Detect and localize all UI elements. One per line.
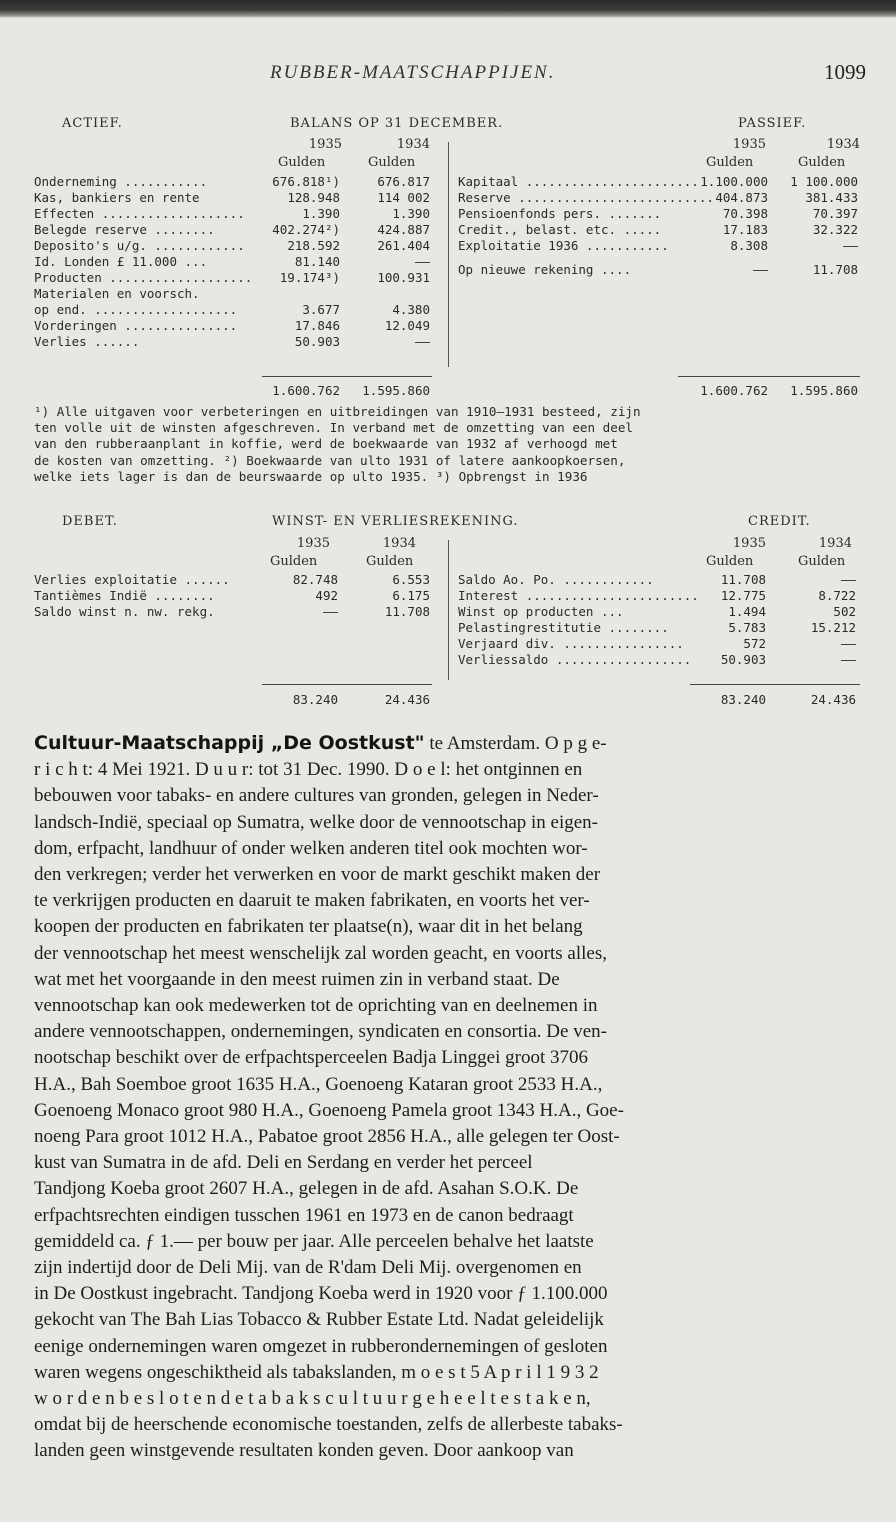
asset-value-1934: —— — [414, 334, 430, 349]
asset-label: Onderneming ........... — [34, 174, 208, 189]
credit-value-1934: 8.722 — [818, 588, 856, 603]
liability-value-1935: 17.183 — [722, 222, 768, 237]
article-line: vennootschap kan ook medewerken tot de oprichting van en deelnemen in — [34, 995, 598, 1017]
article-line: zijn indertijd door de Deli Mij. van de R'dam Deli Mij. overgenomen en — [34, 1257, 582, 1279]
total-rule — [690, 684, 860, 685]
debit-value-1934: 11.708 — [384, 604, 430, 619]
article-line: Tandjong Koeba groot 2607 H.A., gelegen in de afd. Asahan S.O.K. De — [34, 1178, 579, 1200]
debit-label: Saldo winst n. nw. rekg. — [34, 604, 215, 619]
article-line: eenige ondernemingen waren omgezet in rubberondernemingen of gesloten — [34, 1335, 608, 1357]
asset-label: Vorderingen ............... — [34, 318, 238, 333]
debit-value-1935: 82.748 — [292, 572, 338, 587]
article-line: te verkrijgen producten en daaruit te maken fabrikaten, en voorts het ver- — [34, 890, 590, 912]
assets-total-1935: 1.600.762 — [272, 383, 340, 398]
asset-value-1934: 424.887 — [377, 222, 430, 237]
unit-header: Gulden — [278, 155, 326, 170]
asset-label: Verlies ...... — [34, 334, 140, 349]
year-header: 1935 — [732, 137, 766, 152]
credit-value-1934: 15.212 — [810, 620, 856, 635]
asset-label: Materialen en voorsch. — [34, 286, 200, 301]
asset-value-1935: 1.390 — [302, 206, 340, 221]
asset-value-1935: 3.677 — [302, 302, 340, 317]
balance-title: BALANS OP 31 DECEMBER. — [290, 116, 504, 131]
year-header: 1935 — [308, 137, 342, 152]
credit-value-1935: 50.903 — [720, 652, 766, 667]
liabilities-total-1934: 1.595.860 — [790, 383, 858, 398]
article-line: gemiddeld ca. ƒ 1.— per bouw per jaar. Alle perceelen behalve het laatste — [34, 1230, 594, 1252]
article-line: landen geen winstgevende resultaten konden geven. Door aankoop van — [34, 1440, 574, 1462]
article-line: in De Oostkust ingebracht. Tandjong Koeba werd in 1920 voor ƒ 1.100.000 — [34, 1283, 608, 1305]
debit-value-1934: 6.553 — [392, 572, 430, 587]
year-header: 1934 — [382, 536, 416, 551]
asset-value-1934: —— — [414, 254, 430, 269]
credit-value-1934: —— — [840, 636, 856, 651]
asset-value-1935: 17.846 — [294, 318, 340, 333]
profit-loss-title: WINST- EN VERLIESREKENING. — [272, 514, 519, 529]
asset-value-1934: 100.931 — [377, 270, 430, 285]
credit-total-1935: 83.240 — [720, 692, 766, 707]
company-article — [34, 730, 866, 1465]
unit-header: Gulden — [706, 554, 754, 569]
article-line: waren wegens ongeschiktheid als tabakslanden, m o e s t 5 A p r i l 1 9 3 2 — [34, 1361, 599, 1383]
credit-value-1934: —— — [840, 652, 856, 667]
unit-header: Gulden — [366, 554, 414, 569]
article-line: andere vennootschappen, ondernemingen, syndicaten en consortia. De ven- — [34, 1021, 607, 1043]
asset-value-1934: 114 002 — [377, 190, 430, 205]
article-line: H.A., Bah Soemboe groot 1635 H.A., Goenoeng Kataran groot 2533 H.A., — [34, 1073, 603, 1095]
asset-value-1935: 50.903 — [294, 334, 340, 349]
credit-value-1934: 502 — [833, 604, 856, 619]
footnote-line: ¹) Alle uitgaven voor verbeteringen en uitbreidingen van 1910—1931 besteed, zijn — [34, 404, 641, 419]
asset-label: Id. Londen £ 11.000 ... — [34, 254, 208, 269]
liability-value-1935: 8.308 — [730, 238, 768, 253]
credit-value-1934: —— — [840, 572, 856, 587]
assets-heading: ACTIEF. — [62, 116, 123, 131]
debit-value-1935: 492 — [315, 588, 338, 603]
year-header: 1934 — [818, 536, 852, 551]
liability-label: Reserve .......................... — [458, 190, 714, 205]
liability-label: Exploitatie 1936 ........... — [458, 238, 669, 253]
liability-value-1934: 70.397 — [812, 206, 858, 221]
debit-label: Tantièmes Indië ........ — [34, 588, 215, 603]
article-line: w o r d e n b e s l o t e n d e t a b a k s c u l t u u r g e h e e l t e s t a k e n, — [34, 1388, 591, 1410]
asset-value-1935: 81.140 — [294, 254, 340, 269]
year-header: 1935 — [732, 536, 766, 551]
liability-label: Op nieuwe rekening .... — [458, 262, 632, 277]
footnote-line: van den rubberaanplant in koffie, werd de boekwaarde van 1932 af verhoogd met — [34, 436, 618, 452]
year-header: 1934 — [396, 137, 430, 152]
debit-total-1934: 24.436 — [384, 692, 430, 707]
asset-value-1935: 19.174³) — [279, 270, 340, 285]
footnote-line: de kosten van omzetting. ²) Boekwaarde van ulto 1931 of latere aankoopkoersen, — [34, 452, 626, 468]
assets-total-1934: 1.595.860 — [362, 383, 430, 398]
asset-value-1935: 676.818¹) — [272, 174, 340, 189]
footnote-line: ten volle uit de winsten afgeschreven. In verband met de omzetting van een deel — [34, 420, 633, 436]
debit-label: Verlies exploitatie ...... — [34, 572, 230, 587]
article-line: nootschap beschikt over de erfpachtsperceelen Badja Linggei groot 3706 — [34, 1047, 588, 1069]
liability-value-1935: —— — [752, 262, 768, 277]
liability-label: Credit., belast. etc. ..... — [458, 222, 662, 237]
unit-header: Gulden — [798, 554, 846, 569]
asset-value-1935: 218.592 — [287, 238, 340, 253]
article-line: kust van Sumatra in de afd. Deli en Serdang en verder het perceel — [34, 1152, 533, 1174]
year-header: 1934 — [826, 137, 860, 152]
running-head: RUBBER-MAATSCHAPPIJEN. — [270, 62, 556, 83]
article-line: Goenoeng Monaco groot 980 H.A., Goenoeng Pamela groot 1343 H.A., Goe- — [34, 1099, 624, 1121]
credit-value-1935: 12.775 — [720, 588, 766, 603]
article-line: noeng Para groot 1012 H.A., Pabatoe groot 2856 H.A., alle gelegen ter Oost- — [34, 1126, 620, 1148]
liability-label: Kapitaal ....................... — [458, 174, 699, 189]
article-line: dom, erfpacht, landhuur of onder welken anderen titel ook mochten wor- — [34, 837, 588, 859]
unit-header: Gulden — [706, 155, 754, 170]
asset-value-1935: 402.274²) — [272, 222, 340, 237]
asset-label: op end. ................... — [34, 302, 238, 317]
asset-label: Kas, bankiers en rente — [34, 190, 200, 205]
liabilities-heading: PASSIEF. — [738, 116, 807, 131]
total-rule — [262, 684, 432, 685]
article-line: landsch-Indië, speciaal op Sumatra, welke door de vennootschap in eigen- — [34, 811, 599, 833]
article-line: koopen der producten en fabrikaten ter plaatse(n), waar dit in het belang — [34, 916, 583, 938]
debit-value-1935: —— — [322, 604, 338, 619]
liability-value-1934: 32.322 — [812, 222, 858, 237]
asset-value-1934: 1.390 — [392, 206, 430, 221]
footnote-line: welke iets lager is dan de beurswaarde op ulto 1935. ³) Opbrengst in 1936 — [34, 468, 588, 484]
article-line: bebouwen voor tabaks- en andere cultures van gronden, gelegen in Neder- — [34, 785, 599, 807]
article-line: r i c h t: 4 Mei 1921. D u u r: tot 31 Dec. 1990. D o e l: het ontginnen en — [34, 759, 583, 781]
year-header: 1935 — [296, 536, 330, 551]
article-line: den verkregen; verder het verwerken en voor de markt geschikt maken der — [34, 864, 601, 886]
asset-value-1935: 128.948 — [287, 190, 340, 205]
asset-label: Deposito's u/g. ............ — [34, 238, 245, 253]
liability-value-1934: 1 100.000 — [790, 174, 858, 189]
credit-heading: CREDIT. — [748, 514, 811, 529]
article-line: erfpachtsrechten eindigen tusschen 1961 en 1973 en de canon bedraagt — [34, 1204, 574, 1226]
credit-label: Pelastingrestitutie ........ — [458, 620, 669, 635]
company-name: Cultuur-Maatschappij „De Oostkust" — [34, 732, 425, 754]
credit-label: Saldo Ao. Po. ............ — [458, 572, 654, 587]
liability-label: Pensioenfonds pers. ....... — [458, 206, 662, 221]
article-first-line — [34, 730, 866, 757]
liability-value-1934: 11.708 — [812, 262, 858, 277]
asset-label: Belegde reserve ........ — [34, 222, 215, 237]
asset-value-1934: 261.404 — [377, 238, 430, 253]
asset-label: Effecten ................... — [34, 206, 245, 221]
credit-value-1935: 1.494 — [728, 604, 766, 619]
asset-label: Producten ................... — [34, 270, 253, 285]
liability-value-1935: 1.100.000 — [700, 174, 768, 189]
article-line: gekocht van The Bah Lias Tobacco & Rubber Estate Ltd. Nadat geleidelijk — [34, 1309, 604, 1331]
liabilities-total-1935: 1.600.762 — [700, 383, 768, 398]
liability-value-1935: 404.873 — [715, 190, 768, 205]
article-line: omdat bij de heerschende economische toestanden, zelfs de allerbeste tabaks- — [34, 1414, 623, 1436]
article-line: te Amsterdam. O p g e- — [429, 733, 607, 754]
unit-header: Gulden — [270, 554, 318, 569]
column-divider — [448, 540, 449, 680]
credit-label: Winst op producten ... — [458, 604, 624, 619]
asset-value-1934: 4.380 — [392, 302, 430, 317]
debit-value-1934: 6.175 — [392, 588, 430, 603]
article-line: wat met het voorgaande in den meest ruimen zin in verband staat. De — [34, 968, 560, 990]
asset-value-1934: 676.817 — [377, 174, 430, 189]
unit-header: Gulden — [368, 155, 416, 170]
credit-total-1934: 24.436 — [810, 692, 856, 707]
unit-header: Gulden — [798, 155, 846, 170]
credit-value-1935: 5.783 — [728, 620, 766, 635]
debit-total-1935: 83.240 — [292, 692, 338, 707]
liability-value-1934: —— — [842, 238, 858, 253]
liability-value-1934: 381.433 — [805, 190, 858, 205]
credit-label: Verliessaldo .................. — [458, 652, 692, 667]
credit-value-1935: 11.708 — [720, 572, 766, 587]
liability-value-1935: 70.398 — [722, 206, 768, 221]
asset-value-1934: 12.049 — [384, 318, 430, 333]
credit-label: Interest ....................... — [458, 588, 699, 603]
article-line: der vennootschap het meest wenschelijk zal worden geacht, en voorts alles, — [34, 942, 607, 964]
credit-value-1935: 572 — [743, 636, 766, 651]
profit-loss-account — [0, 0, 896, 720]
debit-heading: DEBET. — [62, 514, 118, 529]
credit-label: Verjaard div. ................ — [458, 636, 684, 651]
page-number: 1099 — [824, 60, 866, 84]
